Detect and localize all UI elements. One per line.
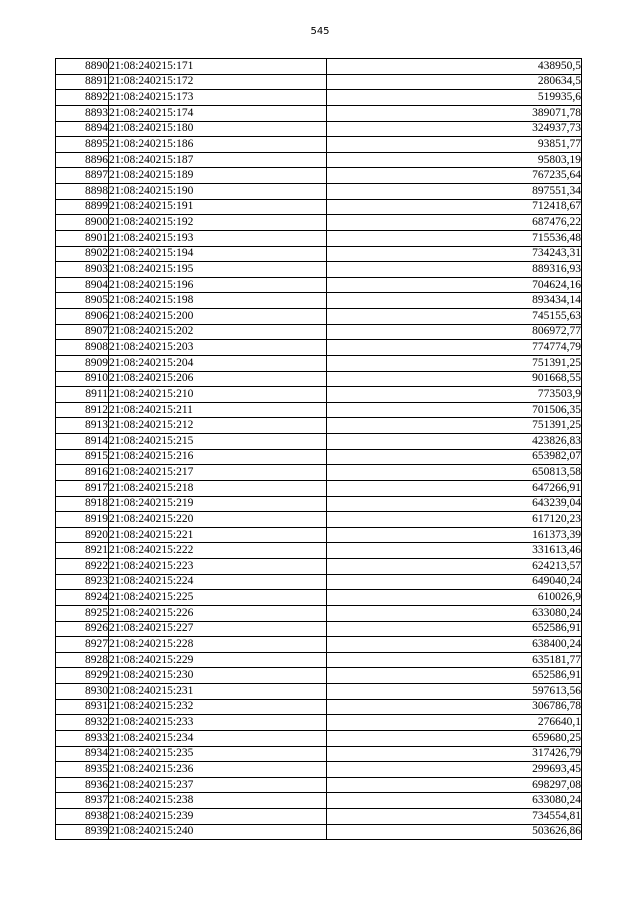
row-number: 8936 xyxy=(56,777,109,793)
table-row xyxy=(56,684,582,700)
cadastral-number: 21:08:240215:203 xyxy=(109,340,327,356)
row-number: 8926 xyxy=(56,621,109,637)
row-number: 8910 xyxy=(56,371,109,387)
cadastral-value: 299693,45 xyxy=(327,762,582,778)
cadastral-number: 21:08:240215:233 xyxy=(109,715,327,731)
cadastral-value: 280634,5 xyxy=(327,74,582,90)
table-row xyxy=(56,121,582,137)
cadastral-value: 701506,35 xyxy=(327,402,582,418)
table-row xyxy=(56,246,582,262)
cadastral-number: 21:08:240215:229 xyxy=(109,652,327,668)
row-number: 8891 xyxy=(56,74,109,90)
row-number: 8917 xyxy=(56,480,109,496)
cadastral-value: 767235,64 xyxy=(327,168,582,184)
row-number: 8932 xyxy=(56,715,109,731)
cadastral-value: 276640,1 xyxy=(327,715,582,731)
cadastral-value: 633080,24 xyxy=(327,793,582,809)
cadastral-value: 647266,91 xyxy=(327,480,582,496)
row-number: 8931 xyxy=(56,699,109,715)
cadastral-number: 21:08:240215:173 xyxy=(109,90,327,106)
row-number: 8911 xyxy=(56,387,109,403)
cadastral-value: 652586,91 xyxy=(327,621,582,637)
cadastral-number: 21:08:240215:172 xyxy=(109,74,327,90)
table-row xyxy=(56,90,582,106)
table-row xyxy=(56,824,582,840)
row-number: 8909 xyxy=(56,355,109,371)
cadastral-number: 21:08:240215:216 xyxy=(109,449,327,465)
table-row xyxy=(56,730,582,746)
table-row xyxy=(56,449,582,465)
cadastral-number: 21:08:240215:198 xyxy=(109,293,327,309)
table-row xyxy=(56,340,582,356)
table-row xyxy=(56,746,582,762)
row-number: 8939 xyxy=(56,824,109,840)
cadastral-number: 21:08:240215:225 xyxy=(109,590,327,606)
row-number: 8894 xyxy=(56,121,109,137)
table-row xyxy=(56,559,582,575)
table-row xyxy=(56,637,582,653)
row-number: 8904 xyxy=(56,277,109,293)
cadastral-value: 317426,79 xyxy=(327,746,582,762)
row-number: 8901 xyxy=(56,230,109,246)
table-row xyxy=(56,371,582,387)
row-number: 8928 xyxy=(56,652,109,668)
cadastral-value: 806972,77 xyxy=(327,324,582,340)
cadastral-number: 21:08:240215:240 xyxy=(109,824,327,840)
row-number: 8938 xyxy=(56,809,109,825)
row-number: 8916 xyxy=(56,465,109,481)
cadastral-number: 21:08:240215:189 xyxy=(109,168,327,184)
cadastral-number: 21:08:240215:215 xyxy=(109,434,327,450)
cadastral-value: 389071,78 xyxy=(327,105,582,121)
row-number: 8923 xyxy=(56,574,109,590)
cadastral-value: 712418,67 xyxy=(327,199,582,215)
cadastral-value: 897551,34 xyxy=(327,184,582,200)
cadastral-number: 21:08:240215:200 xyxy=(109,309,327,325)
cadastral-value: 93851,77 xyxy=(327,137,582,153)
cadastral-number: 21:08:240215:210 xyxy=(109,387,327,403)
cadastral-number: 21:08:240215:192 xyxy=(109,215,327,231)
cadastral-value: 650813,58 xyxy=(327,465,582,481)
row-number: 8935 xyxy=(56,762,109,778)
row-number: 8925 xyxy=(56,605,109,621)
cadastral-number: 21:08:240215:193 xyxy=(109,230,327,246)
cadastral-value: 503626,86 xyxy=(327,824,582,840)
table-row xyxy=(56,262,582,278)
row-number: 8914 xyxy=(56,434,109,450)
row-number: 8892 xyxy=(56,90,109,106)
table-row xyxy=(56,512,582,528)
table-row xyxy=(56,105,582,121)
cadastral-value: 597613,56 xyxy=(327,684,582,700)
cadastral-value: 698297,08 xyxy=(327,777,582,793)
cadastral-number: 21:08:240215:219 xyxy=(109,496,327,512)
row-number: 8902 xyxy=(56,246,109,262)
row-number: 8898 xyxy=(56,184,109,200)
cadastral-number: 21:08:240215:234 xyxy=(109,730,327,746)
row-number: 8900 xyxy=(56,215,109,231)
row-number: 8912 xyxy=(56,402,109,418)
cadastral-number: 21:08:240215:171 xyxy=(109,59,327,75)
cadastral-value: 95803,19 xyxy=(327,152,582,168)
cadastral-value: 331613,46 xyxy=(327,543,582,559)
row-number: 8924 xyxy=(56,590,109,606)
cadastral-value-table xyxy=(55,58,582,840)
cadastral-number: 21:08:240215:222 xyxy=(109,543,327,559)
cadastral-value: 617120,23 xyxy=(327,512,582,528)
table-row xyxy=(56,715,582,731)
cadastral-number: 21:08:240215:223 xyxy=(109,559,327,575)
cadastral-number: 21:08:240215:206 xyxy=(109,371,327,387)
page-number: 545 xyxy=(310,26,330,37)
table-row xyxy=(56,480,582,496)
cadastral-value: 306786,78 xyxy=(327,699,582,715)
cadastral-value: 519935,6 xyxy=(327,90,582,106)
cadastral-value: 715536,48 xyxy=(327,230,582,246)
table-row xyxy=(56,574,582,590)
table-row xyxy=(56,277,582,293)
cadastral-value: 704624,16 xyxy=(327,277,582,293)
cadastral-value: 161373,39 xyxy=(327,527,582,543)
cadastral-number: 21:08:240215:237 xyxy=(109,777,327,793)
table-row xyxy=(56,590,582,606)
row-number: 8893 xyxy=(56,105,109,121)
cadastral-value: 324937,73 xyxy=(327,121,582,137)
table-row xyxy=(56,809,582,825)
row-number: 8890 xyxy=(56,59,109,75)
cadastral-number: 21:08:240215:236 xyxy=(109,762,327,778)
cadastral-value: 893434,14 xyxy=(327,293,582,309)
cadastral-value: 652586,91 xyxy=(327,668,582,684)
table-row xyxy=(56,418,582,434)
row-number: 8937 xyxy=(56,793,109,809)
table-row xyxy=(56,137,582,153)
cadastral-number: 21:08:240215:196 xyxy=(109,277,327,293)
row-number: 8895 xyxy=(56,137,109,153)
table-row xyxy=(56,699,582,715)
cadastral-number: 21:08:240215:211 xyxy=(109,402,327,418)
row-number: 8908 xyxy=(56,340,109,356)
cadastral-value: 438950,5 xyxy=(327,59,582,75)
cadastral-value: 653982,07 xyxy=(327,449,582,465)
cadastral-number: 21:08:240215:230 xyxy=(109,668,327,684)
row-number: 8907 xyxy=(56,324,109,340)
row-number: 8899 xyxy=(56,199,109,215)
row-number: 8897 xyxy=(56,168,109,184)
cadastral-value: 751391,25 xyxy=(327,355,582,371)
row-number: 8918 xyxy=(56,496,109,512)
cadastral-number: 21:08:240215:195 xyxy=(109,262,327,278)
row-number: 8922 xyxy=(56,559,109,575)
row-number: 8929 xyxy=(56,668,109,684)
cadastral-value: 423826,83 xyxy=(327,434,582,450)
cadastral-value: 773503,9 xyxy=(327,387,582,403)
table-row xyxy=(56,184,582,200)
row-number: 8906 xyxy=(56,309,109,325)
table-row xyxy=(56,355,582,371)
cadastral-value: 610026,9 xyxy=(327,590,582,606)
row-number: 8933 xyxy=(56,730,109,746)
cadastral-number: 21:08:240215:194 xyxy=(109,246,327,262)
cadastral-number: 21:08:240215:235 xyxy=(109,746,327,762)
table-row xyxy=(56,465,582,481)
row-number: 8927 xyxy=(56,637,109,653)
cadastral-number: 21:08:240215:220 xyxy=(109,512,327,528)
row-number: 8920 xyxy=(56,527,109,543)
table-row xyxy=(56,293,582,309)
row-number: 8934 xyxy=(56,746,109,762)
table-row xyxy=(56,309,582,325)
table-row xyxy=(56,434,582,450)
cadastral-value: 635181,77 xyxy=(327,652,582,668)
cadastral-number: 21:08:240215:180 xyxy=(109,121,327,137)
table-row xyxy=(56,199,582,215)
table-row xyxy=(56,652,582,668)
row-number: 8915 xyxy=(56,449,109,465)
table-row xyxy=(56,74,582,90)
cadastral-value: 638400,24 xyxy=(327,637,582,653)
table-row xyxy=(56,777,582,793)
cadastral-value: 649040,24 xyxy=(327,574,582,590)
row-number: 8903 xyxy=(56,262,109,278)
cadastral-value: 745155,63 xyxy=(327,309,582,325)
cadastral-value: 659680,25 xyxy=(327,730,582,746)
cadastral-number: 21:08:240215:191 xyxy=(109,199,327,215)
table-row xyxy=(56,543,582,559)
cadastral-value: 734243,31 xyxy=(327,246,582,262)
table-row xyxy=(56,230,582,246)
cadastral-value: 901668,55 xyxy=(327,371,582,387)
row-number: 8919 xyxy=(56,512,109,528)
table-row xyxy=(56,668,582,684)
cadastral-number: 21:08:240215:228 xyxy=(109,637,327,653)
cadastral-number: 21:08:240215:186 xyxy=(109,137,327,153)
table-row xyxy=(56,527,582,543)
cadastral-number: 21:08:240215:218 xyxy=(109,480,327,496)
row-number: 8905 xyxy=(56,293,109,309)
table-row xyxy=(56,324,582,340)
row-number: 8921 xyxy=(56,543,109,559)
cadastral-number: 21:08:240215:174 xyxy=(109,105,327,121)
cadastral-value: 889316,93 xyxy=(327,262,582,278)
cadastral-number: 21:08:240215:224 xyxy=(109,574,327,590)
table-row xyxy=(56,496,582,512)
cadastral-value: 751391,25 xyxy=(327,418,582,434)
table-row xyxy=(56,793,582,809)
cadastral-value: 734554,81 xyxy=(327,809,582,825)
cadastral-number: 21:08:240215:204 xyxy=(109,355,327,371)
cadastral-number: 21:08:240215:190 xyxy=(109,184,327,200)
table-row xyxy=(56,402,582,418)
cadastral-value: 624213,57 xyxy=(327,559,582,575)
table-row xyxy=(56,605,582,621)
cadastral-number: 21:08:240215:231 xyxy=(109,684,327,700)
cadastral-value: 633080,24 xyxy=(327,605,582,621)
cadastral-number: 21:08:240215:221 xyxy=(109,527,327,543)
cadastral-value: 687476,22 xyxy=(327,215,582,231)
cadastral-number: 21:08:240215:238 xyxy=(109,793,327,809)
table-row xyxy=(56,762,582,778)
table-row xyxy=(56,621,582,637)
cadastral-number: 21:08:240215:227 xyxy=(109,621,327,637)
table-row xyxy=(56,152,582,168)
cadastral-value: 774774,79 xyxy=(327,340,582,356)
table-row xyxy=(56,168,582,184)
table-body xyxy=(56,59,582,840)
cadastral-value: 643239,04 xyxy=(327,496,582,512)
cadastral-number: 21:08:240215:226 xyxy=(109,605,327,621)
cadastral-number: 21:08:240215:239 xyxy=(109,809,327,825)
cadastral-number: 21:08:240215:212 xyxy=(109,418,327,434)
table-row xyxy=(56,387,582,403)
row-number: 8896 xyxy=(56,152,109,168)
table-row xyxy=(56,215,582,231)
cadastral-number: 21:08:240215:187 xyxy=(109,152,327,168)
cadastral-number: 21:08:240215:232 xyxy=(109,699,327,715)
row-number: 8930 xyxy=(56,684,109,700)
row-number: 8913 xyxy=(56,418,109,434)
cadastral-number: 21:08:240215:217 xyxy=(109,465,327,481)
cadastral-number: 21:08:240215:202 xyxy=(109,324,327,340)
table-row xyxy=(56,59,582,75)
